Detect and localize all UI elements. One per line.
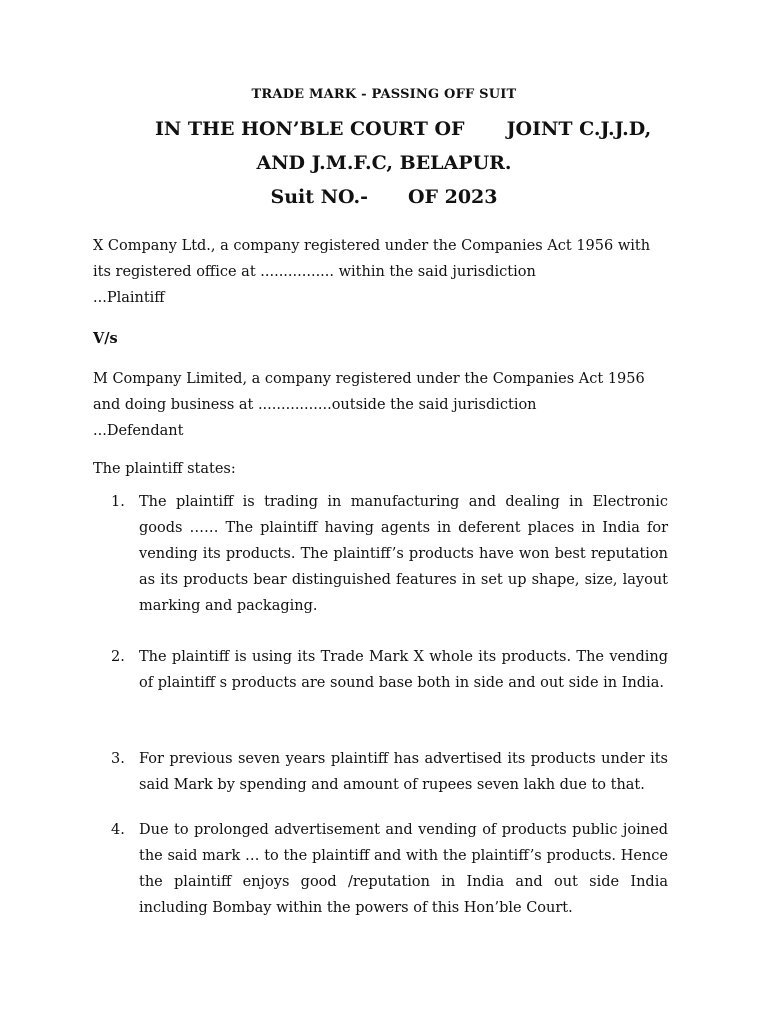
- plaintiff-states-intro: The plaintiff states:: [93, 461, 236, 477]
- suit-year-label: OF 2023: [407, 186, 498, 208]
- defendant-line: M Company Limited, a company registered under the Companies Act 1956: [93, 371, 645, 387]
- defendant-role-label: ...Defendant: [93, 423, 184, 439]
- list-item: [93, 489, 676, 619]
- suit-number-label: Suit NO.-: [270, 186, 368, 208]
- list-item: [93, 644, 676, 696]
- list-item-text: Due to prolonged advertisement and vending of products public joined the said mark … to the plaintiff and with the plaintiff’s products. Hence the plaintiff enjoys good /reputation in India and out side India including Bombay within the powers of this Hon’ble Court.: [139, 822, 668, 916]
- court-heading-line2: AND J.M.F.C, BELAPUR.: [256, 152, 512, 174]
- document-subject-heading: TRADE MARK - PASSING OFF SUIT: [251, 87, 517, 102]
- suit-number-heading: [0, 186, 768, 208]
- list-item-number: 3.: [111, 751, 125, 767]
- list-item-text: The plaintiff is using its Trade Mark X whole its products. The vending of plaintiff s products are sound base both in side and out side in India.: [139, 649, 668, 691]
- plaintiff-role-label: ...Plaintiff: [93, 290, 165, 306]
- list-item-number: 4.: [111, 822, 125, 838]
- versus-label: V/s: [93, 330, 118, 347]
- court-name-right: JOINT C.J.J.D,: [506, 118, 652, 140]
- list-item-number: 1.: [111, 494, 125, 510]
- list-item-number: 2.: [111, 649, 125, 665]
- court-name-left: IN THE HON’BLE COURT OF: [155, 118, 465, 140]
- defendant-block: [93, 366, 683, 444]
- list-item: [93, 746, 676, 798]
- plaintiff-block: [93, 233, 683, 311]
- court-heading-line1: [155, 118, 651, 140]
- list-item: [93, 817, 676, 921]
- plaintiff-line: X Company Ltd., a company registered under the Companies Act 1956 with: [93, 238, 651, 254]
- defendant-line: and doing business at ................outside the said jurisdiction: [93, 397, 537, 413]
- plaintiff-line: its registered office at ................ within the said jurisdiction: [93, 264, 536, 280]
- list-item-text: The plaintiff is trading in manufacturing and dealing in Electronic goods …… The plaintiff having agents in deferent places in India for vending its products. The plaintiff’s products have won best reputation as its products bear distinguished features in set up shape, size, layout marking and packaging.: [139, 494, 668, 614]
- list-item-text: For previous seven years plaintiff has advertised its products under its said Mark by spending and amount of rupees seven lakh due to that.: [139, 751, 668, 793]
